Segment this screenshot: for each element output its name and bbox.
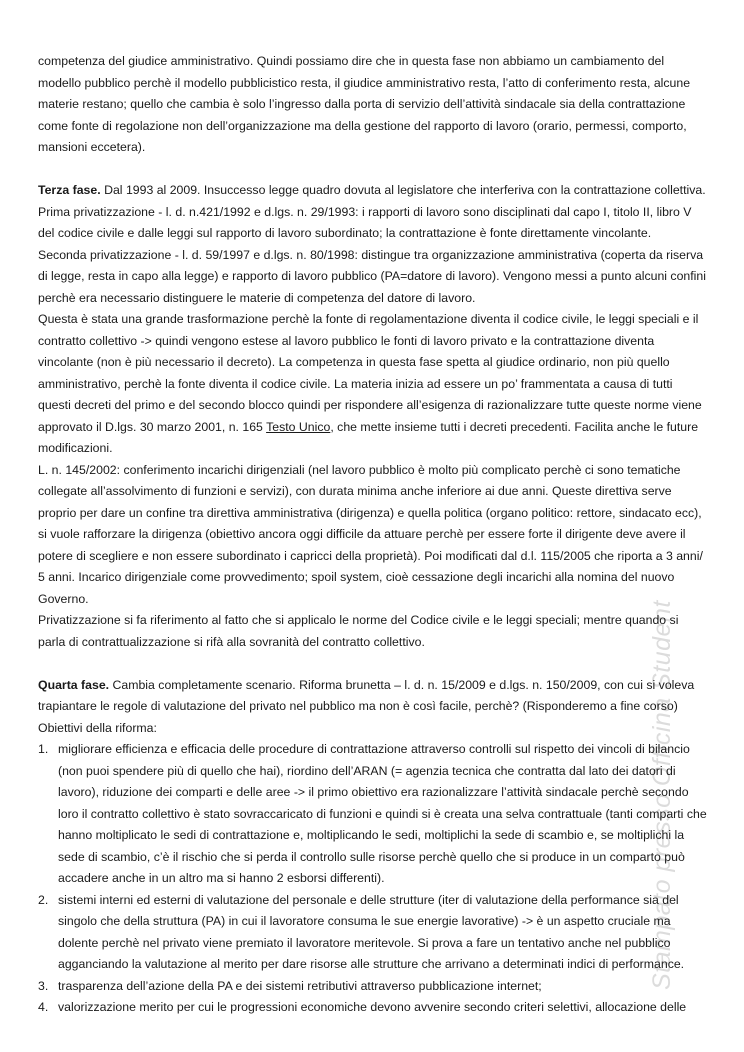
text-line: agganciando la valutazione al merito per dare risorse alle strutture che arrivano a determinati indici di performance. — [58, 957, 685, 971]
list-item — [38, 739, 738, 890]
text-line: hanno moltiplicato le sedi di contrattazione e, moltiplicando le sedi, moltiplichi la sede di scambio e, se moltiplichi la — [58, 828, 685, 842]
paragraph-spacer — [38, 159, 738, 181]
text-line: 5 anni. Incarico dirigenziale come provvedimento; spoil system, cioè cessazione degli incarichi alla nomina del nuovo — [38, 570, 675, 584]
list-number: 4. — [38, 1000, 49, 1014]
text-segment: approvato il D.lgs. 30 marzo 2001, n. 165 — [38, 419, 267, 434]
paragraph — [38, 51, 738, 159]
text-line: sistemi interni ed esterni di valutazione del personale e delle strutture (iter di valutazione della performance sia del — [58, 892, 679, 907]
list-item — [38, 890, 738, 976]
text-line: proprio per dare un confine tra direttiva amministrativa (dirigenza) e quella politica (organo politico: rettore, sindacato ecc), — [38, 505, 702, 520]
text-line: singolo che della struttura (PA) in cui il lavoratore consuma le sue energie lavorative) -> è un aspetto cruciale ma — [58, 914, 671, 928]
text-line: materie restano; quello che cambia è solo l’ingresso dalla porta di servizio dell’attività sindacale sia della contrattazione — [38, 97, 686, 111]
list-item — [38, 976, 738, 998]
text-line: valorizzazione merito per cui le progressioni economiche devono avvenire secondo criteri selettivi, allocazione delle — [58, 1000, 687, 1014]
text-line: modificazioni. — [38, 441, 113, 455]
paragraph — [38, 180, 738, 653]
text-line: si vuole rafforzare la dirigenza (obiettivo ancora oggi difficile da attuare perchè per essere forte il dirigente deve avere il — [38, 527, 686, 541]
text-line: Obiettivi della riforma: — [38, 720, 157, 735]
text-line: L. n. 145/2002: conferimento incarichi dirigenziali (nel lavoro pubblico è molto più complicato perchè ci sono tematiche — [38, 462, 681, 477]
list-number: 1. — [38, 742, 49, 756]
text-line: vincolante (non è più necessario il decreto). La competenza in questa fase spetta al giudice ordinario, non più quello — [38, 355, 670, 369]
list-number: 3. — [38, 978, 49, 993]
paragraph — [38, 675, 738, 740]
text-line: Governo. — [38, 591, 89, 606]
text-line: parla di contrattualizzazione si rifà alla sovranità del contratto collettivo. — [38, 634, 425, 649]
text-line — [38, 675, 738, 697]
text-line: trapiantare le regole di valutazione del privato nel pubblico ma non è così facile, perchè? (Risponderemo a fine corso) — [38, 699, 678, 713]
text-line: contratto collettivo -> quindi vengono estese al lavoro pubblico le fonti di lavoro privato e la contrattazione diventa — [38, 333, 655, 348]
text-line: collegate all’assolvimento di funzioni e servizi), con durata minima anche inferiore ai due anni. Queste direttiva serve — [38, 484, 672, 498]
text-line: accadere anche in un altro ma si hanno 2 esborsi differenti). — [58, 871, 385, 885]
text-line: del codice civile e dalle leggi sul rapporto di lavoro subordinato; la contrattazione è fonte direttamente vincolante. — [38, 226, 652, 240]
document-body — [38, 51, 738, 1019]
text-line — [38, 417, 738, 439]
text-line: di legge, resta in capo alla legge) e rapporto di lavoro pubblico (PA=datore di lavoro). Vengono messi a punto alcuni confini — [38, 269, 706, 283]
paragraph-spacer — [38, 653, 738, 675]
text-line: (non puoi spendere più di quello che hai), riordino dell’ARAN (= agenzia tecnica che contratta dal lato dei datori di — [58, 763, 676, 778]
text-line: Questa è stata una grande trasformazione perchè la fonte di regolamentazione diventa il codice civile, le leggi speciali e il — [38, 312, 699, 326]
text-line: amministrativo, perchè la fonte diventa il codice civile. La materia inizia ad essere un po’ frammentata a causa di tutti — [38, 376, 673, 391]
text-segment: Dal 1993 al 2009. Insuccesso legge quadro dovuta al legislatore che interferiva con la contrattazione collettiva. — [100, 183, 706, 197]
text-line: come fonte di regolazione non dell’organizzazione ma della gestione del rapporto di lavoro (orario, permessi, comporto, — [38, 118, 687, 133]
text-line: trasparenza dell’azione della PA e dei sistemi retributivi attraverso pubblicazione internet; — [58, 978, 542, 993]
text-line: mansioni eccetera). — [38, 140, 146, 154]
text-line: Privatizzazione si fa riferimento al fatto che si applicalo le norme del Codice civile e le leggi speciali; mentre quando si — [38, 613, 679, 627]
text-line — [38, 180, 738, 202]
list-item — [38, 997, 738, 1019]
list-number: 2. — [38, 892, 49, 907]
text-line: lavoro), riduzione dei comparti e delle aree -> il primo obiettivo era razionalizzare l’attività sindacale perchè secondo — [58, 785, 689, 799]
text-segment: , che mette insieme tutti i decreti precedenti. Facilita anche le future — [330, 419, 699, 434]
text-line: modello pubblico perchè il modello pubblicistico resta, il giudice amministrativo resta, l’atto di conferimento resta, alcune — [38, 75, 691, 90]
underlined-text: Testo Unico — [266, 419, 331, 434]
section-heading: Terza fase. — [38, 183, 101, 197]
text-segment: Cambia completamente scenario. Riforma brunetta – l. d. n. 15/2009 e d.lgs. n. 150/2009, con cui si voleva — [109, 677, 695, 692]
text-line: Seconda privatizzazione - l. d. 59/1997 e d.lgs. n. 80/1998: distingue tra organizzazione amministrativa (coperta da riserva — [38, 247, 704, 262]
text-line: competenza del giudice amministrativo. Quindi possiamo dire che in questa fase non abbiamo un cambiamento del — [38, 54, 665, 68]
section-heading: Quarta fase. — [38, 677, 110, 692]
text-line: sede di scambio, c’è il rischio che si perda il controllo sulle risorse perchè quello che si produce in un comparto può — [58, 849, 685, 864]
text-line: Prima privatizzazione - l. d. n.421/1992 e d.lgs. n. 29/1993: i rapporti di lavoro sono disciplinati dal capo I, titolo II, libro V — [38, 204, 692, 219]
text-line: migliorare efficienza e efficacia delle procedure di contrattazione attraverso controlli sul rispetto dei vincoli di bilancio — [58, 742, 690, 756]
text-line: potere di scegliere e non essere subordinato i capricci della proprietà). Poi modificati dal d.l. 115/2005 che riporta a 3 anni/ — [38, 548, 703, 563]
text-line: dolente perchè nel privato viene premiato il lavoratore meritevole. Si prova a fare un tentativo anche nel pubblico — [58, 935, 671, 950]
text-line: perchè era necessario distinguere le materie di competenza del datore di lavoro. — [38, 290, 476, 305]
watermark: Stampato presso Officina Student — [648, 600, 676, 990]
text-line: questi decreti del primo e del secondo blocco quindi per rispondere all’esigenza di razionalizzare tutte queste norme viene — [38, 398, 702, 412]
text-line: loro il contratto collettivo è stato sovraccaricato di funzioni e quindi si è creata una selva contrattuale (tanti comparti che — [58, 806, 707, 821]
